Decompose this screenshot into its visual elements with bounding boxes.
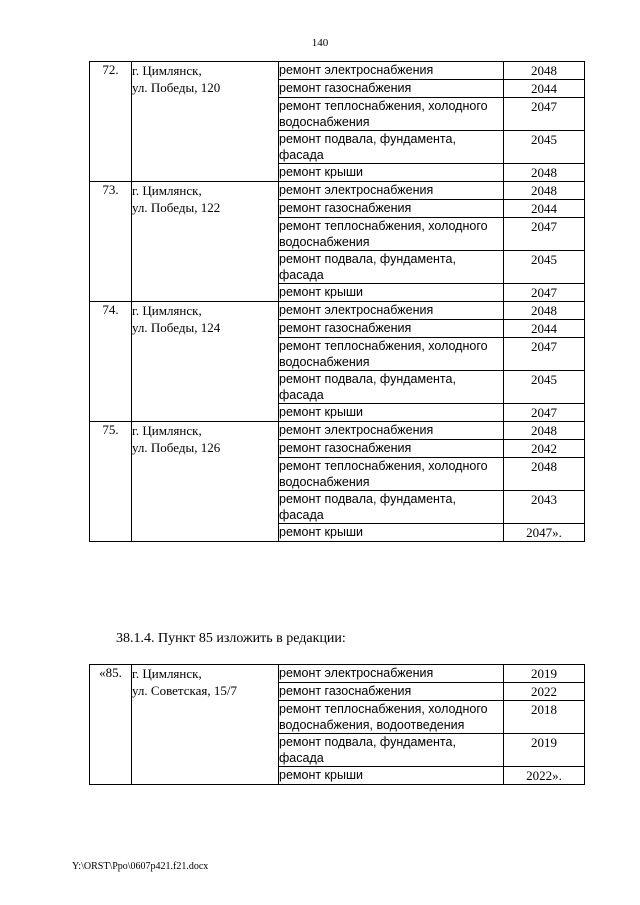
repair-year: 2045 (504, 131, 585, 164)
repair-year: 2047». (504, 524, 585, 542)
repair-work-type: ремонт электроснабжения (279, 665, 504, 683)
repair-year: 2044 (504, 80, 585, 98)
repair-work-type: ремонт крыши (279, 767, 504, 785)
address-street: ул. Победы, 124 (132, 320, 221, 335)
repair-work-type: ремонт подвала, фундамента, фасада (279, 491, 504, 524)
repair-work-type: ремонт газоснабжения (279, 200, 504, 218)
repair-work-type: ремонт теплоснабжения, холодного водоснабжения (279, 98, 504, 131)
address-city: г. Цимлянск, (132, 423, 202, 438)
repair-work-type: ремонт газоснабжения (279, 320, 504, 338)
table-row (90, 302, 585, 320)
item-number: 74. (90, 302, 132, 422)
address-street: ул. Советская, 15/7 (132, 683, 238, 698)
repair-year: 2022 (504, 683, 585, 701)
repair-schedule-table (89, 61, 585, 542)
amended-item-table (89, 664, 585, 785)
repair-work-type: ремонт теплоснабжения, холодного водоснабжения (279, 218, 504, 251)
repair-year: 2045 (504, 251, 585, 284)
repair-year: 2047 (504, 404, 585, 422)
repair-work-type: ремонт электроснабжения (279, 62, 504, 80)
address-cell (132, 665, 279, 785)
repair-work-type: ремонт электроснабжения (279, 302, 504, 320)
repair-year: 2022». (504, 767, 585, 785)
repair-year: 2047 (504, 218, 585, 251)
repair-work-type: ремонт подвала, фундамента, фасада (279, 734, 504, 767)
repair-work-type: ремонт теплоснабжения, холодного водоснабжения (279, 458, 504, 491)
address-street: ул. Победы, 126 (132, 440, 221, 455)
file-path-footer: Y:\ORST\Ppo\0607p421.f21.docx (72, 861, 209, 872)
repair-year: 2047 (504, 338, 585, 371)
address-cell (132, 422, 279, 542)
repair-year: 2048 (504, 62, 585, 80)
address-cell (132, 62, 279, 182)
address-city: г. Цимлянск, (132, 303, 202, 318)
repair-year: 2048 (504, 422, 585, 440)
repair-work-type: ремонт крыши (279, 284, 504, 302)
item-number: 72. (90, 62, 132, 182)
repair-year: 2048 (504, 164, 585, 182)
address-city: г. Цимлянск, (132, 666, 202, 681)
repair-work-type: ремонт газоснабжения (279, 683, 504, 701)
repair-year: 2044 (504, 200, 585, 218)
repair-year: 2018 (504, 701, 585, 734)
repair-work-type: ремонт крыши (279, 524, 504, 542)
address-city: г. Цимлянск, (132, 183, 202, 198)
repair-year: 2042 (504, 440, 585, 458)
repair-year: 2044 (504, 320, 585, 338)
repair-year: 2047 (504, 98, 585, 131)
page-number: 140 (311, 37, 329, 49)
repair-work-type: ремонт теплоснабжения, холодного водоснабжения, водоотведения (279, 701, 504, 734)
repair-work-type: ремонт подвала, фундамента, фасада (279, 251, 504, 284)
item-number: 73. (90, 182, 132, 302)
repair-work-type: ремонт электроснабжения (279, 422, 504, 440)
address-street: ул. Победы, 122 (132, 200, 221, 215)
repair-work-type: ремонт теплоснабжения, холодного водоснабжения (279, 338, 504, 371)
repair-year: 2048 (504, 302, 585, 320)
address-cell (132, 182, 279, 302)
repair-work-type: ремонт крыши (279, 164, 504, 182)
repair-year: 2019 (504, 734, 585, 767)
repair-work-type: ремонт газоснабжения (279, 80, 504, 98)
repair-work-type: ремонт электроснабжения (279, 182, 504, 200)
item-number: 75. (90, 422, 132, 542)
repair-work-type: ремонт подвала, фундамента, фасада (279, 371, 504, 404)
repair-year: 2043 (504, 491, 585, 524)
repair-year: 2047 (504, 284, 585, 302)
table-row (90, 665, 585, 683)
item-number: «85. (90, 665, 132, 785)
repair-work-type: ремонт газоснабжения (279, 440, 504, 458)
amendment-paragraph: 38.1.4. Пункт 85 изложить в редакции: (116, 631, 346, 646)
repair-year: 2045 (504, 371, 585, 404)
table-row (90, 182, 585, 200)
repair-year: 2048 (504, 182, 585, 200)
repair-work-type: ремонт подвала, фундамента, фасада (279, 131, 504, 164)
address-city: г. Цимлянск, (132, 63, 202, 78)
repair-year: 2048 (504, 458, 585, 491)
table-row (90, 422, 585, 440)
address-street: ул. Победы, 120 (132, 80, 221, 95)
table-row (90, 62, 585, 80)
address-cell (132, 302, 279, 422)
repair-work-type: ремонт крыши (279, 404, 504, 422)
repair-year: 2019 (504, 665, 585, 683)
